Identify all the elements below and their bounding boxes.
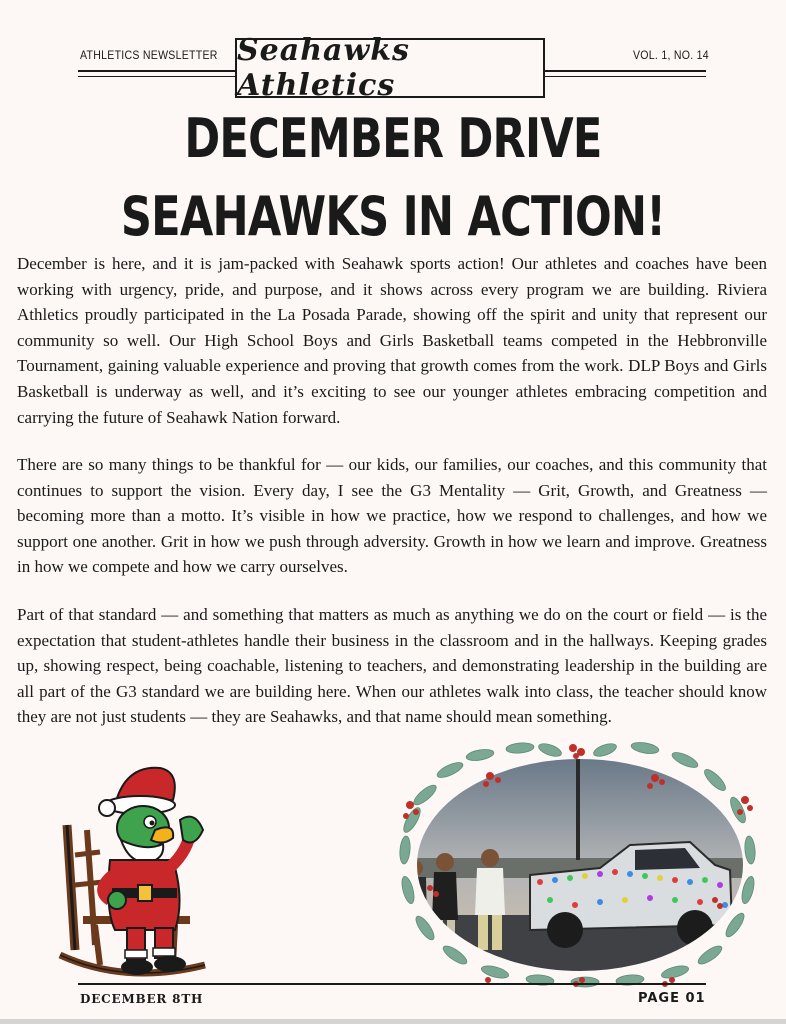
issue-date: DECEMBER 8TH <box>80 992 204 1006</box>
masthead-rule-left <box>78 70 235 72</box>
body-paragraph-2: There are so many things to be thankful for — our kids, our families, our coaches, and this community that continues to support the vision. Every day, I see the G3 Mentality — Grit, Growth, and Greatness — becoming more than a motto. It’s visible in how we practice, how we respond to challenges, and how we support one another. Grit in how we push through adversity. Growth in how we learn and improve. Greatness in how we compete and how we carry ourselves. <box>17 455 767 577</box>
headline-line-2: SEAHAWKS IN ACTION! <box>120 185 666 248</box>
santa-seahawk-illustration <box>55 760 220 985</box>
volume-label: VOL. 1, NO. 14 <box>633 48 709 62</box>
parade-photo-wreath <box>390 740 770 990</box>
headline-line-1: DECEMBER DRIVE <box>184 107 602 170</box>
masthead-rule-left-2 <box>78 76 235 77</box>
masthead-rule-right-2 <box>545 76 706 77</box>
body-paragraph-3: Part of that standard — and something that matters as much as anything we do on the court or field — is the expectation that student-athletes handle their business in the classroom and in the hallways. Keeping grades up, showing respect, being coachable, listening to teachers, and demonstrating leadership in the building are all part of the G3 standard we are building here. When our athletes walk into class, the teacher should know they are not just students — they are Seahawks, and that name should mean something. <box>17 605 767 727</box>
masthead-title: Seahawks Athletics <box>237 33 410 103</box>
masthead-rule-right <box>545 70 706 72</box>
page-number: PAGE 01 <box>638 991 706 1006</box>
masthead-title-box <box>235 33 545 103</box>
body-paragraph-1: December is here, and it is jam-packed with Seahawk sports action! Our athletes and coaches have been working with urgency, pride, and purpose, and it shows across every program we are building. Riviera Athletics proudly participated in the La Posada Parade, showing off the spirit and unity that represent our community so well. Our High School Boys and Girls Basketball teams competed in the Hebbronville Tournament, gaining valuable experience and proving that growth comes from the work. DLP Boys and Girls Basketball is underway as well, and it’s exciting to see our younger athletes embracing competition and carrying the future of Seahawk Nation forward. <box>17 254 767 427</box>
footer-rule <box>78 983 706 985</box>
newsletter-label: ATHLETICS NEWSLETTER <box>80 48 218 62</box>
bottom-edge <box>0 1019 786 1024</box>
